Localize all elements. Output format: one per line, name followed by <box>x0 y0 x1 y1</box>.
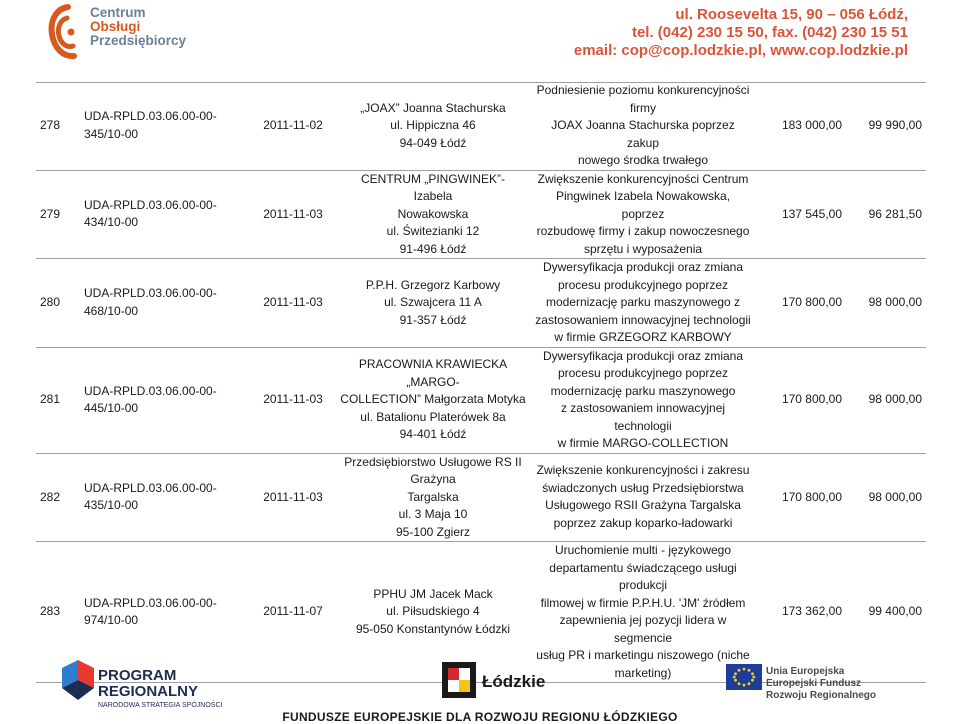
cell-project-title <box>530 82 756 170</box>
cell-project-title-line: z zastosowaniem innowacyjnej technologii <box>560 401 726 433</box>
lodzkie-logo-icon <box>440 660 478 700</box>
cell-date: 2011-11-03 <box>250 453 336 542</box>
cell-beneficiary-line: PRACOWNIA KRAWIECKA „MARGO- <box>358 357 508 389</box>
cell-total-value: 170 800,00 <box>756 259 846 348</box>
cell-project-title-line: zastosowaniem innowacyjnej technologii <box>535 312 751 327</box>
cell-project-title-line: JOAX Joanna Stachurska poprzez zakup <box>551 118 735 150</box>
contact-email: email: cop@cop.lodzkie.pl, www.cop.lodzkie.pl <box>573 42 908 59</box>
cell-beneficiary-line: 91-357 Łódź <box>399 312 467 327</box>
cell-project-title-line: Uruchomienie multi - językowego <box>554 543 732 557</box>
page-header <box>0 0 960 70</box>
cell-number: 283 <box>36 542 80 683</box>
table-row <box>36 82 926 170</box>
cell-project-title-line: filmowej w firmie P.P.H.U. 'JM' źródłem <box>540 595 746 610</box>
cell-project-title-line: modernizację parku maszynowego z <box>545 295 741 309</box>
cell-total-value: 170 800,00 <box>756 347 846 453</box>
cell-beneficiary <box>336 82 530 170</box>
cell-beneficiary-line: 94-401 Łódź <box>399 427 467 442</box>
cell-project-title-line: marketing) <box>614 665 672 680</box>
cell-project-title-line: Podniesienie poziomu konkurencyjności firmy <box>536 83 750 115</box>
cell-contract-code: UDA-RPLD.03.06.00-00-445/10-00 <box>80 347 250 453</box>
cell-project-title-line: usług PR i marketingu niszowego (niche <box>536 648 750 662</box>
cell-total-value: 170 800,00 <box>756 453 846 542</box>
cell-beneficiary <box>336 259 530 348</box>
cell-total-value: 183 000,00 <box>756 82 846 170</box>
eu-line-1: Unia Europejska <box>766 666 845 677</box>
grants-table-body <box>36 82 926 683</box>
cell-project-title-line: modernizację parku maszynowego <box>550 383 736 398</box>
cell-date: 2011-11-02 <box>250 82 336 170</box>
eu-flag-icon <box>726 664 762 690</box>
cell-beneficiary-line: 94-049 Łódź <box>399 135 467 150</box>
cell-number: 278 <box>36 82 80 170</box>
cell-project-title-line: w firmie MARGO-COLLECTION <box>557 436 729 450</box>
cell-grant-value: 98 000,00 <box>846 347 926 453</box>
cell-beneficiary-line: ul. Hippiczna 46 <box>390 118 476 132</box>
lodzkie-label: Łódzkie <box>482 672 546 691</box>
logo-line-1: Centrum <box>90 5 146 20</box>
cell-project-title-line: procesu produkcyjnego poprzez <box>557 366 729 380</box>
cell-number: 281 <box>36 347 80 453</box>
eu-line-3: Rozwoju Regionalnego <box>766 690 876 701</box>
cell-number: 279 <box>36 170 80 259</box>
cell-beneficiary-line: Nowakowska <box>397 206 469 221</box>
cell-total-value: 173 362,00 <box>756 542 846 683</box>
cell-beneficiary-line: 95-100 Zgierz <box>395 524 471 539</box>
cell-project-title-line: rozbudowę firmy i zakup nowoczesnego <box>536 224 750 238</box>
contact-phone: tel. (042) 230 15 50, fax. (042) 230 15 51 <box>631 24 908 41</box>
cell-project-title-line: Dywersyfikacja produkcji oraz zmiana <box>542 348 744 363</box>
table-row <box>36 347 926 453</box>
cell-beneficiary-line: P.P.H. Grzegorz Karbowy <box>365 277 501 292</box>
cell-beneficiary-line: Targalska <box>407 489 459 504</box>
cell-project-title-line: poprzez zakup koparko-ładowarki <box>553 515 733 530</box>
footer-title: FUNDUSZE EUROPEJSKIE DLA ROZWOJU REGIONU ŁÓDZKIEGO <box>282 710 678 724</box>
contact-address: ul. Roosevelta 15, 90 – 056 Łódź, <box>675 6 908 23</box>
cell-contract-code: UDA-RPLD.03.06.00-00-468/10-00 <box>80 259 250 348</box>
cell-project-title-line: departamentu świadczącego usługi produkcji <box>549 560 737 592</box>
cell-contract-code: UDA-RPLD.03.06.00-00-974/10-00 <box>80 542 250 683</box>
cell-beneficiary-line: ul. Batalionu Platerówek 8a <box>360 409 506 424</box>
cell-project-title-line: Usługowego RSII Grażyna Targalska <box>545 498 741 513</box>
cell-grant-value: 99 400,00 <box>846 542 926 683</box>
cell-beneficiary-line: CENTRUM „PINGWINEK”- Izabela <box>361 171 505 203</box>
cell-project-title-line: procesu produkcyjnego poprzez <box>557 277 729 292</box>
cell-project-title-line: Zwiększenie konkurencyjności i zakresu <box>536 463 750 478</box>
table-row <box>36 170 926 259</box>
cell-contract-code: UDA-RPLD.03.06.00-00-435/10-00 <box>80 453 250 542</box>
cell-date: 2011-11-07 <box>250 542 336 683</box>
cell-project-title <box>530 259 756 348</box>
cell-project-title-line: Pingwinek Izabela Nowakowska, poprzez <box>555 189 731 221</box>
eu-fund-text <box>766 666 876 702</box>
cell-project-title-line: świadczonych usług Przedsiębiorstwa <box>542 480 744 495</box>
cell-project-title <box>530 347 756 453</box>
cell-project-title-line: sprzętu i wyposażenia <box>583 241 703 256</box>
table-row <box>36 259 926 348</box>
cell-project-title-line: zapewnienia jej pozycji lidera w segmencie <box>559 613 727 645</box>
cell-beneficiary <box>336 347 530 453</box>
program-line-2: REGIONALNY <box>98 683 199 700</box>
cell-total-value: 137 545,00 <box>756 170 846 259</box>
cell-project-title <box>530 453 756 542</box>
cell-date: 2011-11-03 <box>250 347 336 453</box>
table-row <box>36 453 926 542</box>
cell-contract-code: UDA-RPLD.03.06.00-00-434/10-00 <box>80 170 250 259</box>
cell-project-title-line: nowego środka trwałego <box>577 153 709 167</box>
cell-project-title-line: Dywersyfikacja produkcji oraz zmiana <box>542 260 744 274</box>
cell-grant-value: 99 990,00 <box>846 82 926 170</box>
cell-number: 280 <box>36 259 80 348</box>
cell-beneficiary <box>336 170 530 259</box>
cop-logo <box>47 4 222 62</box>
program-line-1: PROGRAM <box>98 667 177 684</box>
cell-beneficiary-line: ul. Szwajcera 11 A <box>384 295 482 309</box>
cell-contract-code: UDA-RPLD.03.06.00-00-345/10-00 <box>80 82 250 170</box>
cell-date: 2011-11-03 <box>250 170 336 259</box>
cell-date: 2011-11-03 <box>250 259 336 348</box>
eu-line-2: Europejski Fundusz <box>766 678 862 689</box>
program-subtitle: NARODOWA STRATEGIA SPÓJNOŚCI <box>98 702 223 709</box>
cell-project-title-line: Zwiększenie konkurencyjności Centrum <box>537 171 749 186</box>
contact-info <box>574 6 908 60</box>
cell-beneficiary-line: PPHU JM Jacek Mack <box>373 586 493 601</box>
cell-grant-value: 98 000,00 <box>846 259 926 348</box>
cell-beneficiary-line: 91-496 Łódź <box>399 241 467 256</box>
logo-line-3: Przedsiębiorcy <box>90 33 187 48</box>
cell-beneficiary-line: ul. Świtezianki 12 <box>386 224 480 238</box>
cell-beneficiary-line: COLLECTION” Małgorzata Motyka <box>340 392 526 407</box>
cell-beneficiary <box>336 453 530 542</box>
cell-grant-value: 96 281,50 <box>846 170 926 259</box>
program-regionalny-logo-icon <box>58 656 98 704</box>
cell-number: 282 <box>36 453 80 542</box>
logo-line-2: Obsługi <box>90 19 141 34</box>
cell-beneficiary-line: „JOAX” Joanna Stachurska <box>360 100 506 115</box>
page-footer <box>0 650 960 724</box>
cell-project-title-line: w firmie GRZEGORZ KARBOWY <box>554 330 732 344</box>
cell-beneficiary-line: 95-050 Konstantynów Łódzki <box>355 621 511 636</box>
cop-emblem-icon <box>47 4 89 60</box>
program-regionalny-text <box>98 668 222 709</box>
cell-project-title <box>530 170 756 259</box>
grants-table <box>36 82 926 683</box>
cell-grant-value: 98 000,00 <box>846 453 926 542</box>
cell-beneficiary-line: ul. 3 Maja 10 <box>398 507 468 521</box>
cell-beneficiary-line: ul. Piłsudskiego 4 <box>386 604 480 619</box>
cell-beneficiary-line: Przedsiębiorstwo Usługowe RS II Grażyna <box>344 454 522 486</box>
